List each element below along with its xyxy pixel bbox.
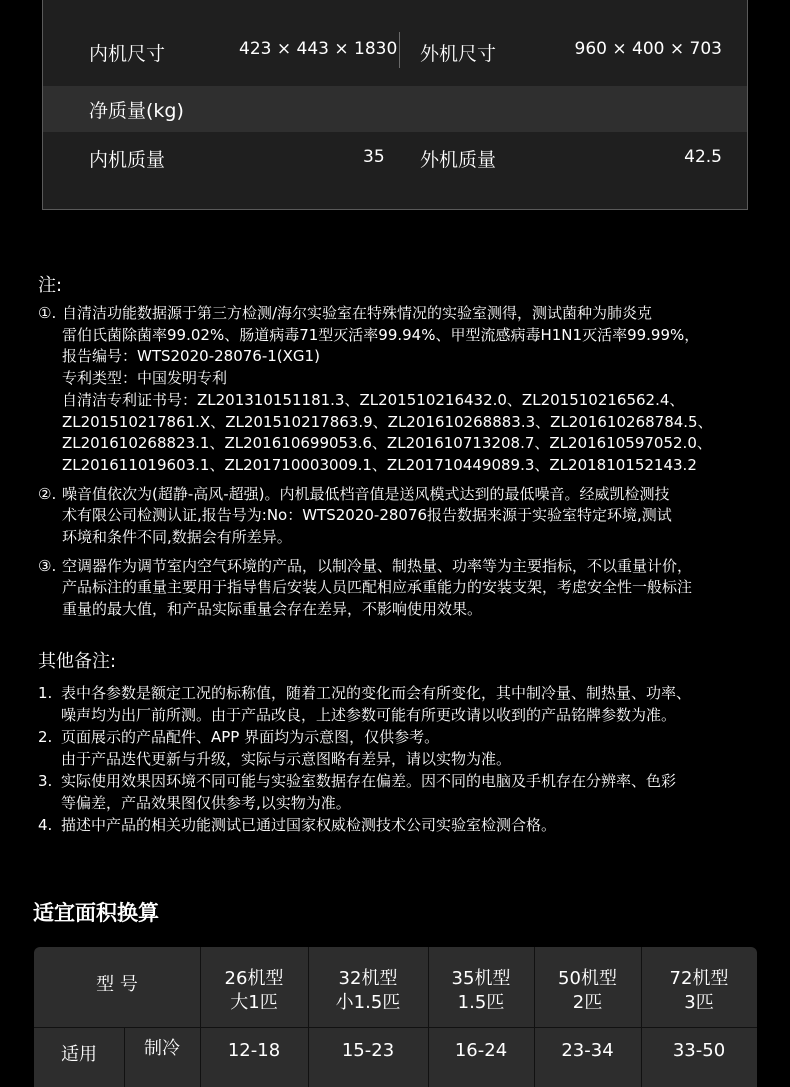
remark-item (38, 770, 758, 814)
note-line: 报告编号：WTS2020-28076-1(XG1) (62, 347, 320, 366)
cooling-area-value: 12-18 (227, 1040, 281, 1061)
weight-header-row (43, 86, 747, 132)
note-text (62, 303, 758, 477)
note-text (62, 556, 758, 621)
indoor-weight-label: 内机质量 (89, 149, 166, 171)
remark-item (38, 814, 758, 836)
remark-line: 等偏差，产品效果图仅供参考,以实物为准。 (61, 794, 351, 812)
model-name: 50机型 (558, 968, 617, 989)
note-item (38, 556, 758, 621)
model-capacity: 1.5匹 (457, 992, 505, 1013)
note-line: 专利类型：中国发明专利 (62, 369, 228, 388)
note-text (62, 484, 758, 549)
area-title: 适宜面积换算 (33, 901, 159, 925)
note-number: ②. (38, 484, 57, 503)
column-divider (428, 947, 429, 1087)
remarks-title: 其他备注: (38, 651, 117, 672)
remark-item (38, 726, 758, 770)
remark-line: 噪声均为出厂前所测。由于产品改良，上述参数可能有所更改请以收到的产品铭牌参数为准。 (61, 706, 677, 724)
remark-line: 由于产品迭代更新与升级，实际与示意图略有差异，请以实物为准。 (61, 750, 512, 768)
remark-number: 4. (38, 816, 53, 834)
outdoor-weight-label: 外机质量 (420, 149, 497, 171)
note-line: 环境和条件不同,数据会有所差异。 (62, 528, 292, 547)
remark-text (61, 814, 556, 836)
note-line: 术有限公司检测认证,报告号为:No：WTS2020-28076报告数据来源于实验室特定环境,测试 (62, 506, 672, 525)
note-item (38, 484, 758, 549)
column-divider (399, 32, 400, 68)
cooling-area-value: 16-24 (454, 1040, 508, 1061)
column-divider (308, 947, 309, 1087)
remark-text (61, 726, 511, 770)
model-header: 型 号 (96, 974, 138, 995)
column-divider (200, 947, 201, 1087)
cooling-area-value: 23-34 (561, 1040, 614, 1061)
note-line: ZL201610268823.1、ZL201610699053.6、ZL201610713208.7、ZL201610597052.0、 (62, 434, 712, 453)
note-line: 产品标注的重量主要用于指导售后安装人员匹配相应承重能力的安装支架，考虑安全性一般标注 (62, 578, 693, 597)
column-divider (641, 947, 642, 1087)
row-divider (34, 1027, 757, 1028)
note-item (38, 303, 758, 477)
remark-number: 3. (38, 772, 53, 790)
weight-row (43, 132, 747, 204)
remark-text (61, 770, 676, 814)
model-capacity: 3匹 (684, 992, 714, 1013)
indoor-size-value: 423 × 443 × 1830 (239, 39, 398, 59)
note-number: ①. (38, 304, 57, 322)
remarks-list (38, 682, 758, 836)
remark-line: 实际使用效果因环境不同可能与实验室数据存在偏差。因不同的电脑及手机存在分辨率、色彩 (61, 772, 677, 790)
remark-number: 2. (38, 728, 53, 746)
note-line: 雷伯氏菌除菌率99.02%、肠道病毒71型灭活率99.94%、甲型流感病毒H1N1灭活率99.99%， (62, 325, 700, 344)
remark-line: 页面展示的产品配件、APP 界面均为示意图，仅供参考。 (61, 728, 440, 746)
weight-header: 净质量(kg) (89, 100, 184, 122)
note-number: ③. (38, 556, 57, 575)
outdoor-size-value: 960 × 400 × 703 (574, 39, 722, 59)
note-line: 重量的最大值，和产品实际重量会存在差异，不影响使用效果。 (62, 600, 483, 619)
note-line: 自清洁功能数据源于第三方检测/海尔实验室在特殊情况的实验室测得，测试菌种为肺炎克 (62, 304, 653, 322)
remark-text (61, 682, 691, 726)
model-capacity: 小1.5匹 (335, 992, 401, 1013)
remark-item (38, 682, 758, 726)
model-name: 26机型 (224, 968, 284, 989)
model-capacity: 大1匹 (230, 992, 278, 1013)
note-line: 噪音值依次为(超静-高风-超强)。内机最低档音值是送风模式达到的最低噪音。经威凯检测技 (62, 484, 670, 503)
notes-list (38, 303, 758, 621)
size-row (43, 14, 747, 86)
indoor-weight-value: 35 (363, 147, 385, 167)
model-name: 72机型 (669, 968, 729, 989)
remarks-section (38, 647, 758, 836)
area-table (34, 947, 757, 1087)
note-line: ZL201510217861.X、ZL201510217863.9、ZL201610268883.3、ZL201610268784.5、 (62, 412, 713, 431)
model-name: 32机型 (338, 968, 398, 989)
cooling-area-value: 15-23 (341, 1040, 395, 1061)
indoor-size-label: 内机尺寸 (89, 43, 166, 65)
note-line: ZL201611019603.1、ZL201710003009.1、ZL201710449089.3、ZL201810152143.2 (62, 455, 697, 474)
cooling-area-value: 33-50 (672, 1040, 726, 1061)
spec-table (42, 0, 748, 210)
applicable-label: 适用 (61, 1044, 97, 1065)
notes-section (38, 271, 758, 628)
cooling-label: 制冷 (144, 1038, 180, 1059)
note-line: 空调器作为调节室内空气环境的产品，以制冷量、制热量、功率等为主要指标，不以重量计价， (62, 556, 693, 575)
note-line: 自清洁专利证书号：ZL201310151181.3、ZL201510216432.0、ZL201510216562.4、 (62, 390, 685, 409)
model-capacity: 2匹 (572, 992, 603, 1013)
notes-title: 注: (38, 275, 63, 296)
column-divider (534, 947, 535, 1087)
remark-number: 1. (38, 684, 53, 702)
outdoor-weight-value: 42.5 (684, 147, 722, 167)
remark-line: 描述中产品的相关功能测试已通过国家权威检测技术公司实验室检测合格。 (61, 816, 557, 834)
outdoor-size-label: 外机尺寸 (420, 43, 497, 65)
remark-line: 表中各参数是额定工况的标称值，随着工况的变化而会有所变化，其中制冷量、制热量、功率、 (61, 684, 692, 702)
model-name: 35机型 (451, 968, 511, 989)
